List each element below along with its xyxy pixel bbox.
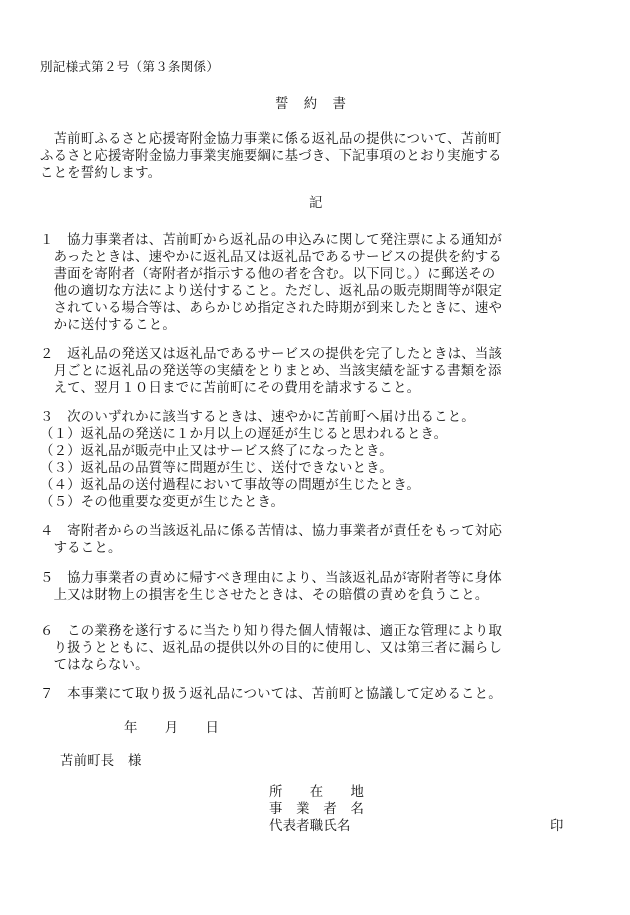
item-line: えて、翌月１０日までに苫前町にその費用を請求すること。: [40, 381, 421, 396]
item-line: されている場合等は、あらかじめ指定された時期が到来したときに、速や: [40, 301, 503, 316]
item-line: （５）その他重要な変更が生じたとき。: [40, 495, 285, 510]
item-line: ５ 協力事業者の責めに帰すべき理由により、当該返礼品が寄附者等に身体: [40, 571, 502, 586]
ki-heading: 記: [309, 196, 323, 211]
item-line: てはならない。: [40, 658, 149, 673]
item-line: 他の適切な方法により送付すること。ただし、返礼品の販売期間等が限定: [40, 284, 503, 299]
item-line: （１）返礼品の発送に１か月以上の遅延が生じると思われるとき。: [40, 427, 448, 442]
intro-line: ことを誓約します。: [40, 166, 162, 181]
item-line: 書面を寄附者（寄附者が指示する他の者を含む。以下同じ。）に郵送その: [40, 267, 496, 282]
address-label: 所 在 地: [269, 785, 365, 800]
item-line: ４ 寄附者からの当該返礼品に係る苦情は、協力事業者が責任をもって対応: [40, 524, 503, 539]
intro-line: ふるさと応援寄附金協力事業実施要綱に基づき、下記事項のとおり実施する: [40, 149, 502, 164]
item-line: ６ この業務を遂行するに当たり知り得た個人情報は、適正な管理により取: [40, 624, 503, 639]
business-name-label: 事 業 者 名: [269, 802, 365, 817]
item-line: 上又は財物上の損害を生じさせたときは、その賠償の責めを負うこと。: [40, 588, 489, 603]
item-line: かに送付すること。: [40, 318, 176, 333]
item-line: すること。: [40, 541, 122, 556]
item-line: ７ 本事業にて取り扱う返礼品については、苫前町と協議して定めること。: [40, 687, 502, 702]
item-line: （４）返礼品の送付過程において事故等の問題が生じたとき。: [40, 478, 420, 493]
item-line: ３ 次のいずれかに該当するときは、速やかに苫前町へ届け出ること。: [40, 410, 475, 425]
item-line: ２ 返礼品の発送又は返礼品であるサービスの提供を完了したときは、当該: [40, 347, 503, 362]
intro-line: 苫前町ふるさと応援寄附金協力事業に係る返礼品の提供について、苫前町: [40, 132, 502, 147]
item-line: （２）返礼品が販売中止又はサービス終了になったとき。: [40, 444, 393, 459]
item-line: （３）返礼品の品質等に問題が生じ、送付できないとき。: [40, 461, 393, 476]
addressee: 苫前町長 様: [60, 754, 142, 769]
item-line: 月ごとに返礼品の発送等の実績をとりまとめ、当該実績を証する書類を添: [40, 364, 502, 379]
document-title: 誓 約 書: [275, 97, 347, 112]
item-line: り扱うとともに、返礼品の提供以外の目的に使用し、又は第三者に漏らし: [40, 641, 503, 656]
date-line: 年 月 日: [124, 721, 220, 736]
seal-mark: 印: [550, 819, 564, 834]
item-line: あったときは、速やかに返礼品又は返礼品であるサービスの提供を約する: [40, 250, 502, 265]
form-label: 別記様式第２号（第３条関係）: [40, 59, 220, 74]
item-line: １ 協力事業者は、苫前町から返礼品の申込みに関して発注票による通知が: [40, 233, 503, 248]
representative-label: 代表者職氏名: [269, 819, 351, 834]
